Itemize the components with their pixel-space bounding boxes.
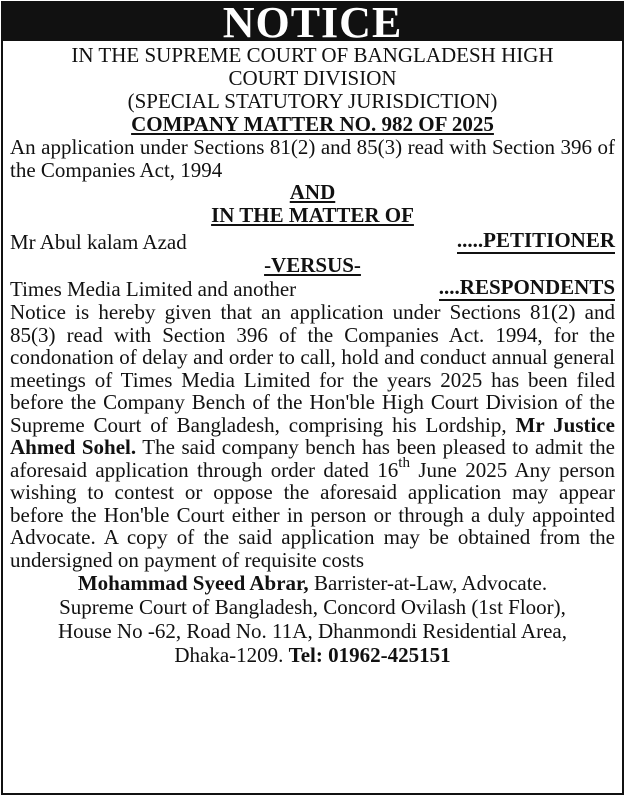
application-text: An application under Sections 81(2) and 85(3) read with Section 396 of the Companies Act, 1994 — [10, 135, 615, 182]
petitioner-name: Mr Abul kalam Azad — [10, 230, 187, 254]
address-line-1: Supreme Court of Bangladesh, Concord Ovilash (1st Floor), — [59, 595, 566, 619]
notice-body: Notice is hereby given that an application under Sections 81(2) and 85(3) read with Section 396 of the Companies Act. 1994, for the condonation of delay and order to call, hold and conduct annual general meetings of Times Media Limited for the years 2025 has been filed before the Company Bench of the Hon'ble High Court Division of the Supreme Court of Bangladesh, comprising his Lordship, Mr Justice Ahmed Sohel. The said company bench has been pleased to admit the aforesaid application through order dated 16th June 2025 Any person wishing to contest or oppose the aforesaid application may appear before the Hon'ble Court either in person or through a duly appointed Advocate. A copy of the said application may be obtained from the undersigned on payment of requisite costs — [10, 300, 615, 572]
and-heading: AND — [289, 180, 336, 204]
respondent-row — [10, 277, 615, 301]
signatory-name: Mohammad Syeed Abrar, — [77, 571, 309, 595]
versus-heading: -VERSUS- — [264, 253, 361, 277]
petitioner-label: .....PETITIONER — [456, 228, 615, 252]
notice-title: NOTICE — [3, 3, 622, 41]
petitioner-row — [10, 230, 615, 254]
respondent-label: ....RESPONDENTS — [438, 275, 615, 299]
justice-name: Mr Justice Ahmed Sohel. — [10, 412, 615, 459]
respondent-name: Times Media Limited and another — [10, 277, 297, 301]
court-line-2: COURT DIVISION — [228, 66, 397, 90]
matter-number: COMPANY MATTER NO. 982 OF 2025 — [131, 112, 494, 136]
telephone: Tel: 01962-425151 — [288, 643, 451, 667]
address-city-tel: Dhaka-1209. Tel: 01962-425151 — [174, 643, 451, 667]
signatory — [10, 571, 615, 595]
jurisdiction: (SPECIAL STATUTORY JURISDICTION) — [127, 89, 498, 113]
signatory-title: Barrister-at-Law, Advocate. — [308, 571, 548, 595]
court-line-1: IN THE SUPREME COURT OF BANGLADESH HIGH — [71, 43, 554, 67]
address-line-2: House No -62, Road No. 11A, Dhanmondi Residential Area, — [58, 619, 567, 643]
notice-content — [10, 44, 615, 667]
date-suffix: th — [398, 454, 410, 471]
in-the-matter-heading: IN THE MATTER OF — [211, 203, 414, 227]
